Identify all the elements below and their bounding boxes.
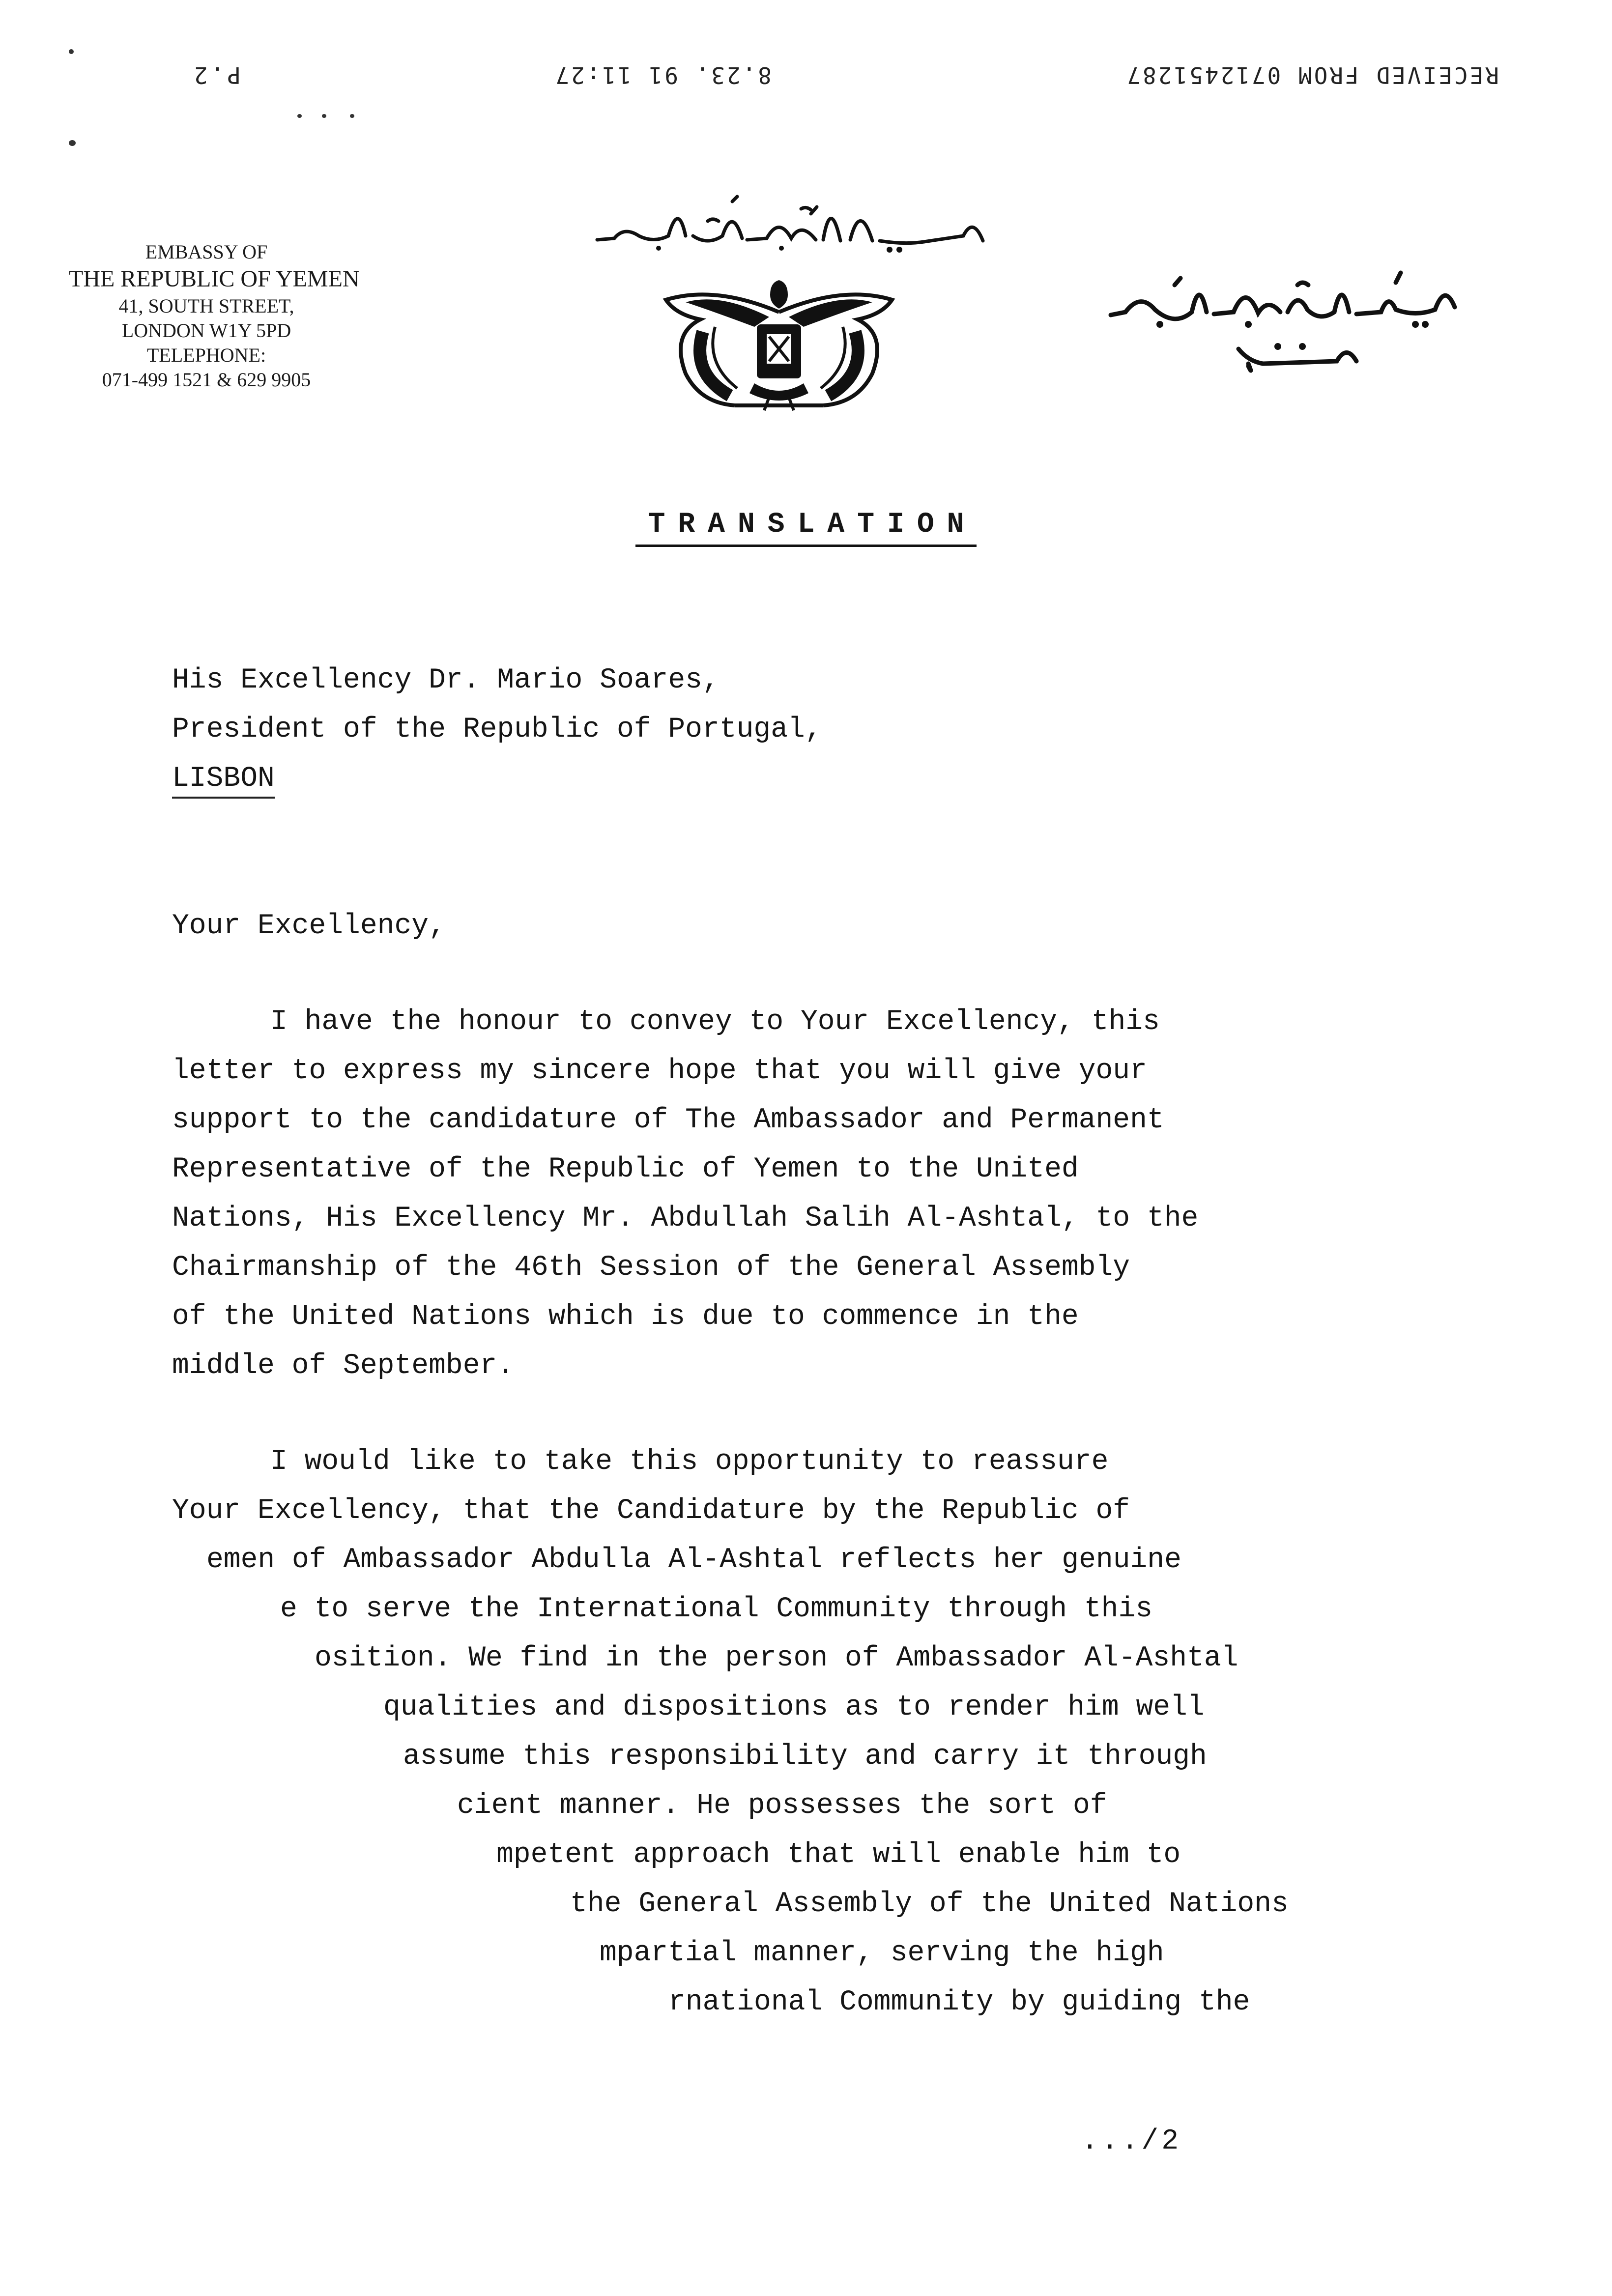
paragraph-line: I have the honour to convey to Your Excellency, this bbox=[270, 1006, 1160, 1038]
scan-speck bbox=[69, 49, 74, 54]
embassy-telephone: 071-499 1521 & 629 9905 bbox=[102, 369, 311, 391]
recipient-city: LISBON bbox=[172, 763, 275, 799]
scan-speck bbox=[69, 140, 76, 146]
embassy-address-block bbox=[69, 240, 360, 392]
paragraph-2 bbox=[172, 1437, 1289, 2027]
fax-date-time: 8.23. 91 11:27 bbox=[553, 62, 772, 88]
scan-speck bbox=[322, 114, 326, 118]
arabic-embassy-name-calligraphy bbox=[1101, 263, 1465, 376]
paragraph-line: letter to express my sincere hope that you will give your bbox=[172, 1055, 1147, 1087]
recipient-line: His Excellency Dr. Mario Soares, bbox=[172, 664, 720, 696]
paragraph-line: cient manner. He possesses the sort of bbox=[457, 1790, 1107, 1822]
paragraph-line: osition. We find in the person of Ambassador Al-Ashtal bbox=[315, 1642, 1238, 1674]
paragraph-line: the General Assembly of the United Nations bbox=[570, 1888, 1289, 1920]
paragraph-line: emen of Ambassador Abdulla Al-Ashtal reflects her genuine bbox=[206, 1544, 1181, 1576]
document-heading bbox=[0, 509, 1612, 541]
paragraph-line: mpartial manner, serving the high bbox=[600, 1937, 1164, 1969]
embassy-address-line: LONDON W1Y 5PD bbox=[121, 319, 291, 342]
paragraph-line: middle of September. bbox=[172, 1350, 515, 1382]
embassy-address-line: TELEPHONE: bbox=[146, 344, 266, 366]
paragraph-line: rnational Community by guiding the bbox=[668, 1986, 1250, 2018]
salutation: Your Excellency, bbox=[172, 910, 446, 942]
fax-page-number: P.2 bbox=[191, 62, 241, 88]
basmala-calligraphy bbox=[585, 187, 993, 256]
paragraph-line: of the United Nations which is due to commence in the bbox=[172, 1301, 1079, 1333]
paragraph-line: mpetent approach that will enable him to bbox=[496, 1839, 1181, 1871]
recipient-line: President of the Republic of Portugal, bbox=[172, 714, 822, 746]
continuation-marker: .../2 bbox=[1081, 2125, 1182, 2157]
paragraph-line: Representative of the Republic of Yemen to the United bbox=[172, 1153, 1079, 1185]
fax-header bbox=[0, 39, 1612, 103]
paragraph-line: qualities and dispositions as to render him well bbox=[383, 1692, 1205, 1723]
recipient-address bbox=[172, 656, 822, 804]
paragraph-line: Nations, His Excellency Mr. Abdullah Salih Al-Ashtal, to the bbox=[172, 1203, 1199, 1234]
paragraph-line: support to the candidature of The Ambassador and Permanent bbox=[172, 1104, 1164, 1136]
scan-speck bbox=[297, 114, 302, 118]
heading-translation: TRANSLATION bbox=[635, 509, 977, 547]
paragraph-line: I would like to take this opportunity to reassure bbox=[270, 1446, 1109, 1478]
yemen-eagle-emblem-icon bbox=[656, 265, 902, 418]
paragraph-line: Chairmanship of the 46th Session of the General Assembly bbox=[172, 1252, 1130, 1284]
paragraph-line: e to serve the International Community through this bbox=[280, 1593, 1153, 1625]
paragraph-line: assume this responsibility and carry it through bbox=[403, 1741, 1207, 1773]
scan-speck bbox=[350, 114, 354, 118]
paragraph-line: Your Excellency, that the Candidature by the Republic of bbox=[172, 1495, 1130, 1527]
paragraph-1 bbox=[172, 998, 1198, 1391]
fax-received-from: RECEIVED FROM 0712451287 bbox=[1125, 62, 1499, 88]
embassy-address-line: THE REPUBLIC OF YEMEN bbox=[69, 266, 360, 292]
embassy-address-line: 41, SOUTH STREET, bbox=[118, 295, 294, 317]
embassy-address-line: EMBASSY OF bbox=[145, 241, 268, 263]
